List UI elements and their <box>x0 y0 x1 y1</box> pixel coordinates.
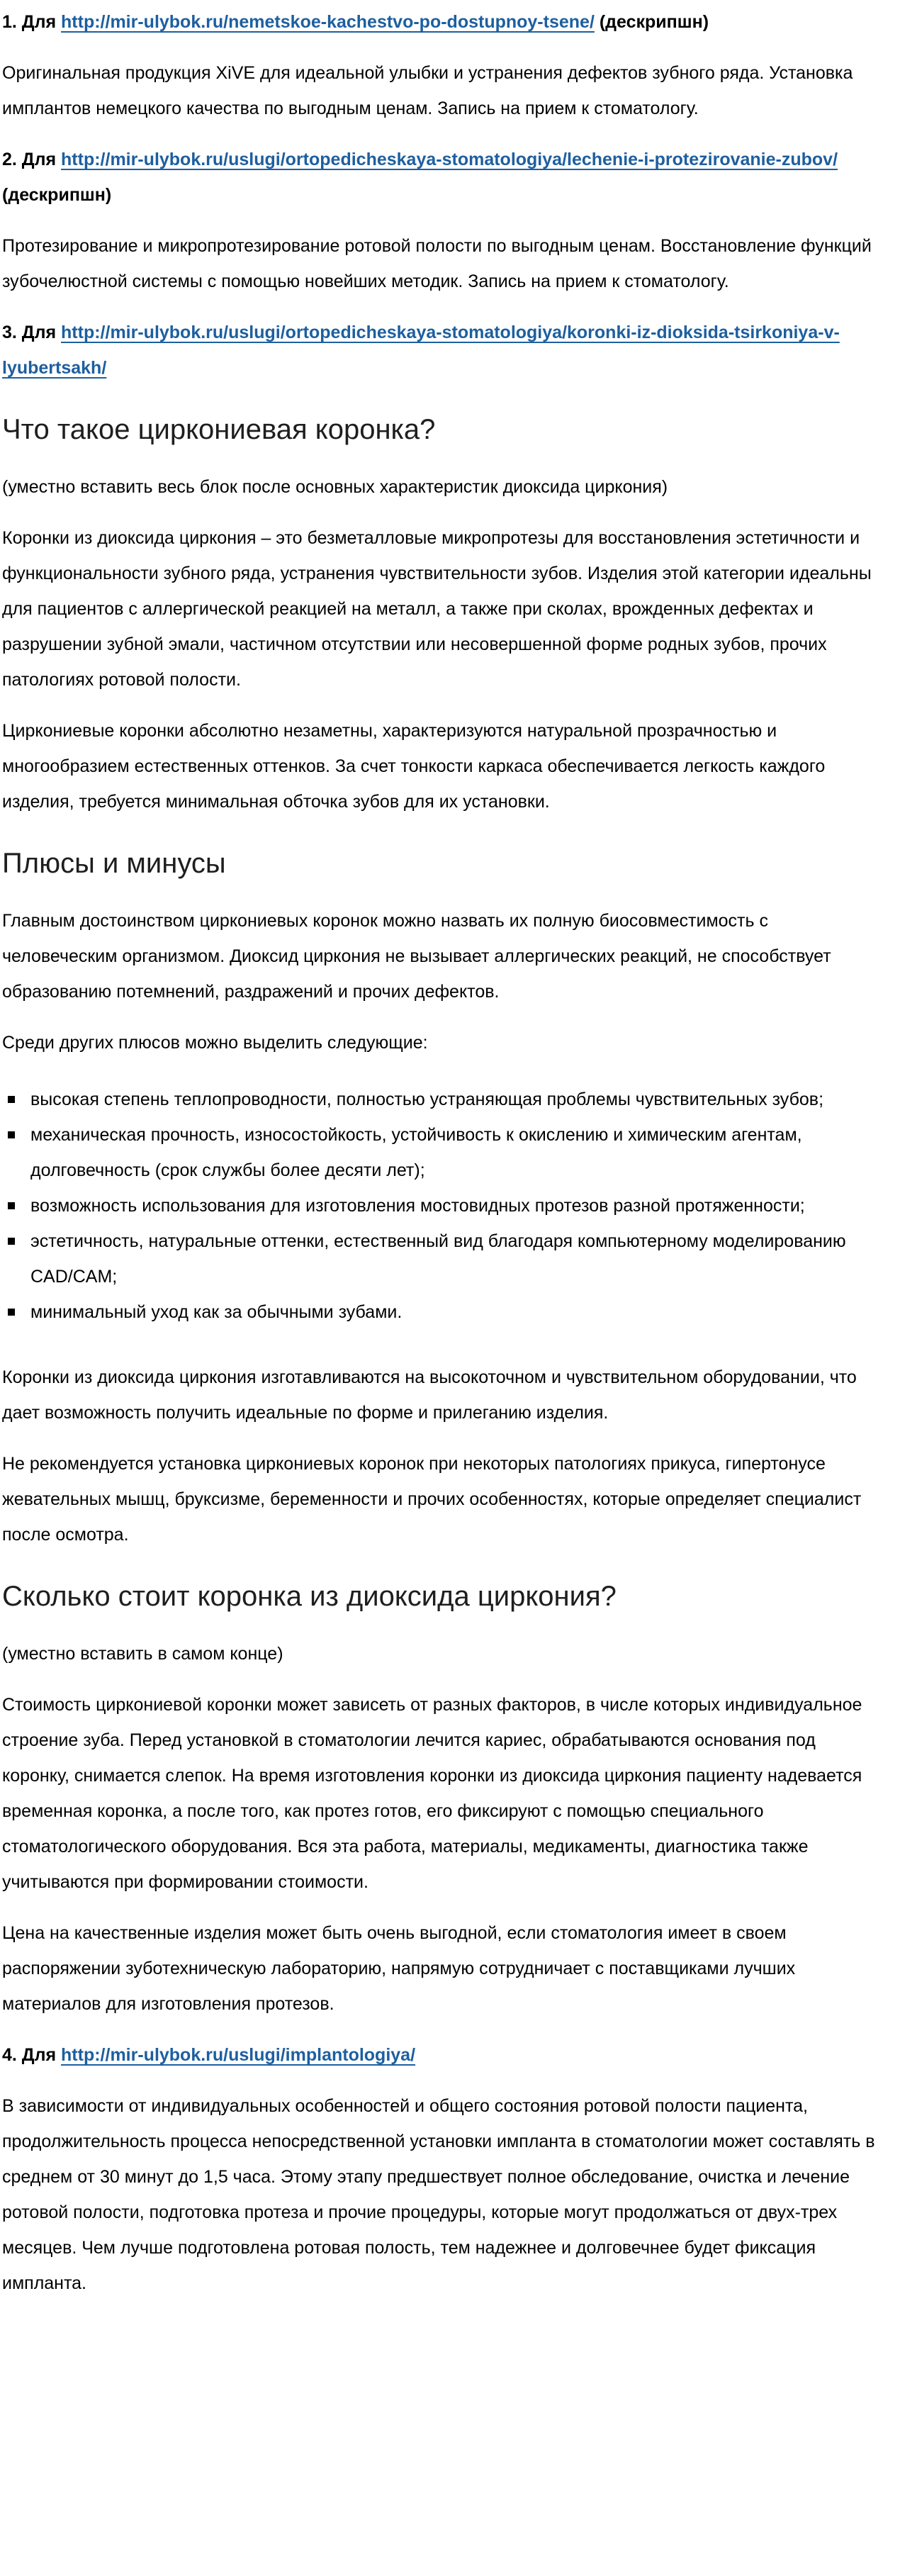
list-item-strength: механическая прочность, износостойкость, устойчивость к окислению и химическим агентам, долговечность (срок службы более десяти лет); <box>2 1117 882 1188</box>
editor-note-2: (уместно вставить в самом конце) <box>2 1644 283 1664</box>
anchor-1-link[interactable]: http://mir-ulybok.ru/nemetskoe-kachestvo-po-dostupnoy-tsene/ <box>61 12 595 32</box>
anchor-2-link[interactable]: http://mir-ulybok.ru/uslugi/ortopedicheskaya-stomatologiya/lechenie-i-protezirovanie-zubov/ <box>61 150 838 169</box>
anchor-3-link[interactable]: http://mir-ulybok.ru/uslugi/ortopedicheskaya-stomatologiya/koronki-iz-dioksida-tsirkoniya-v-lyubertsakh/ <box>2 323 840 378</box>
anchor-2-prefix: 2. Для <box>2 150 62 169</box>
anchor-3-prefix: 3. Для <box>2 323 62 342</box>
list-item-bridges: возможность использования для изготовления мостовидных протезов разной протяженности; <box>2 1188 882 1223</box>
anchor-item-3 <box>2 315 882 386</box>
editor-note-1: (уместно вставить весь блок после основных характеристик диоксида циркония) <box>2 477 668 497</box>
list-item-thermal: высокая степень теплопроводности, полностью устраняющая проблемы чувствительных зубов; <box>2 1082 882 1117</box>
paragraph-description-2: Протезирование и микропротезирование ротовой полости по выгодным ценам. Восстановление функций зубочелюстной системы с помощью новейших методик. Запись на прием к стоматологу. <box>2 236 872 291</box>
paragraph-implant-duration: В зависимости от индивидуальных особенностей и общего состояния ротовой полости пациента, продолжительность процесса непосредственной установки импланта в стоматологии может составлять в среднем от 30 минут до 1,5 часа. Этому этапу предшествует полное обследование, очистка и лечение ротовой полости, подготовка протеза и прочие процедуры, которые могут продолжаться от двух-трех месяцев. Чем лучше подготовлена ротовая полость, тем надежнее и долговечнее будет фиксация импланта. <box>2 2096 875 2293</box>
anchor-1-prefix: 1. Для <box>2 12 62 32</box>
anchor-item-2 <box>2 142 882 213</box>
anchor-1-suffix: (дескрипшн) <box>594 12 709 32</box>
section-heading-what-is-crown: Что такое циркониевая коронка? <box>2 414 436 445</box>
section-heading-pros-cons: Плюсы и минусы <box>2 848 226 879</box>
paragraph-contraindications: Не рекомендуется установка циркониевых коронок при некоторых патологиях прикуса, гипертонусе жевательных мышц, бруксизме, беременности и прочих особенностях, которые определяет специалист после осмотра. <box>2 1454 862 1545</box>
list-item-care: минимальный уход как за обычными зубами. <box>2 1294 882 1330</box>
paragraph-price-lab: Цена на качественные изделия может быть очень выгодной, если стоматология имеет в своем распоряжении зуботехническую лабораторию, напрямую сотрудничает с поставщиками лучших материалов для изготовления протезов. <box>2 1923 796 2014</box>
paragraph-biocompatibility: Главным достоинством циркониевых коронок можно назвать их полную биосовместимость с человеческим организмом. Диоксид циркония не вызывает аллергических реакций, не способствует образованию потемнений, раздражений и прочих дефектов. <box>2 911 831 1002</box>
paragraph-crown-definition: Коронки из диоксида циркония – это безметалловые микропротезы для восстановления эстетичности и функциональности зубного ряда, устранения чувствительности зубов. Изделия этой категории идеальны для пациентов с аллергической реакцией на металл, а также при сколах, врожденных дефектах и разрушении зубной эмали, частичном отсутствии или несовершенной форме родных зубов, прочих патологиях ротовой полости. <box>2 528 872 690</box>
paragraph-crown-appearance: Циркониевые коронки абсолютно незаметны, характеризуются натуральной прозрачностью и многообразием естественных оттенков. За счет тонкости каркаса обеспечивается легкость каждого изделия, требуется минимальная обточка зубов для их установки. <box>2 721 826 812</box>
paragraph-manufacturing: Коронки из диоксида циркония изготавливаются на высокоточном и чувствительном оборудовании, что дает возможность получить идеальные по форме и прилеганию изделия. <box>2 1367 857 1423</box>
section-heading-price: Сколько стоит коронка из диоксида циркония? <box>2 1581 617 1612</box>
paragraph-other-pros-intro: Среди других плюсов можно выделить следующие: <box>2 1033 428 1053</box>
paragraph-price-factors: Стоимость циркониевой коронки может зависеть от разных факторов, в числе которых индивидуальное строение зуба. Перед установкой в стоматологии лечится кариес, обрабатываются основания под коронку, снимается слепок. На время изготовления коронки из диоксида циркония пациенту надевается временная коронка, а после того, как протез готов, его фиксируют с помощью специального стоматологического оборудования. Вся эта работа, материалы, медикаменты, диагностика также учитываются при формировании стоимости. <box>2 1695 862 1892</box>
paragraph-description-1: Оригинальная продукция XiVE для идеальной улыбки и устранения дефектов зубного ряда. Установка имплантов немецкого качества по выгодным ценам. Запись на прием к стоматологу. <box>2 63 853 118</box>
anchor-item-1 <box>2 4 882 40</box>
anchor-4-link[interactable]: http://mir-ulybok.ru/uslugi/implantologiya/ <box>61 2045 416 2065</box>
anchor-item-4 <box>2 2037 882 2073</box>
anchor-4-prefix: 4. Для <box>2 2045 62 2065</box>
pros-list <box>2 1082 882 1330</box>
anchor-2-suffix: (дескрипшн) <box>2 185 112 205</box>
list-item-aesthetics: эстетичность, натуральные оттенки, естественный вид благодаря компьютерному моделированию CAD/CAM; <box>2 1223 882 1294</box>
